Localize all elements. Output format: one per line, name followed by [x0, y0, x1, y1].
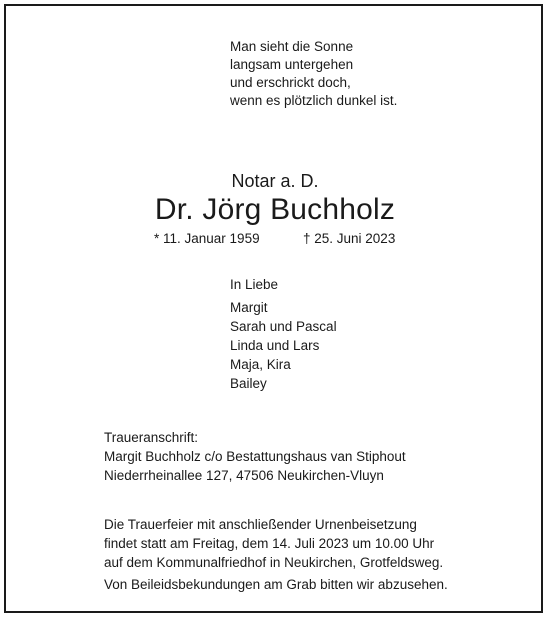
- poem-line: wenn es plötzlich dunkel ist.: [230, 93, 398, 108]
- condolence-note: Von Beileidsbekundungen am Grab bitten wir abzusehen.: [104, 577, 448, 592]
- ceremony-info: [104, 515, 448, 594]
- death-date: † 25. Juni 2023: [303, 231, 396, 246]
- deceased-name: Dr. Jörg Buchholz: [154, 193, 396, 226]
- mourner-name: Bailey: [230, 376, 267, 391]
- mourner-name: Maja, Kira: [230, 357, 291, 372]
- birth-date: * 11. Januar 1959: [154, 231, 260, 246]
- poem: [230, 38, 397, 110]
- mourners-intro: In Liebe: [230, 277, 279, 292]
- mourner-name: Sarah und Pascal: [230, 319, 337, 334]
- mourners-list: [230, 298, 337, 393]
- mourner-name: Linda und Lars: [230, 338, 320, 353]
- poem-line: Man sieht die Sonne: [230, 39, 354, 54]
- ceremony-line: findet statt am Freitag, dem 14. Juli 2023 um 10.00 Uhr: [104, 536, 435, 551]
- address-label: Traueranschrift:: [104, 430, 199, 445]
- mourner-name: Margit: [230, 300, 268, 315]
- ceremony-line: Die Trauerfeier mit anschließender Urnenbeisetzung: [104, 517, 417, 532]
- poem-line: und erschrickt doch,: [230, 75, 351, 90]
- deceased-title: Notar a. D.: [231, 171, 319, 191]
- ceremony-line: auf dem Kommunalfriedhof in Neukirchen, Grotfeldsweg.: [104, 555, 444, 570]
- address-line: Margit Buchholz c/o Bestattungshaus van Stiphout: [104, 449, 406, 464]
- address-line: Niederrheinallee 127, 47506 Neukirchen-Vluyn: [104, 468, 384, 483]
- mourning-address: [104, 428, 406, 485]
- poem-line: langsam untergehen: [230, 57, 354, 72]
